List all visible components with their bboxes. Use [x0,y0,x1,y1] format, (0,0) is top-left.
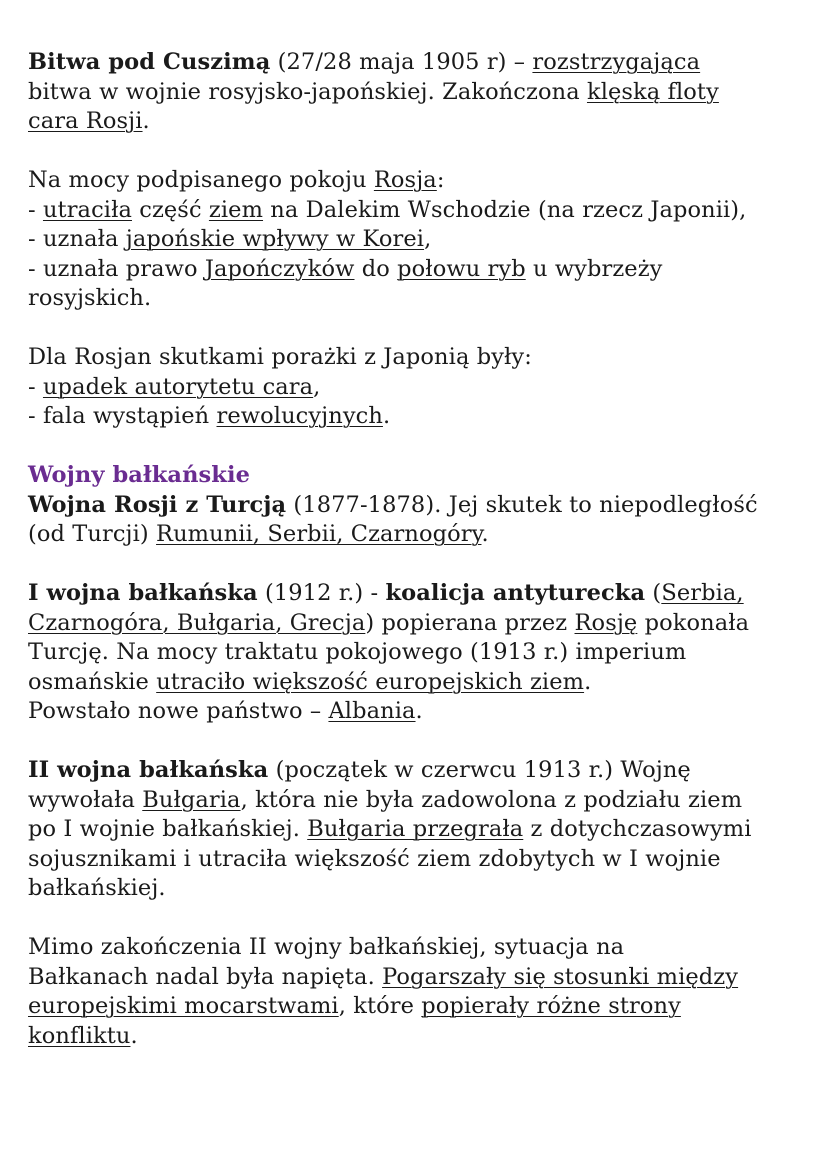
text: (początek w czerwcu 1913 r.) Wojnę [268,757,691,783]
text: z dotychczasowymi [523,816,752,842]
text: : [436,167,445,193]
text: (od Turcji) [28,521,157,547]
text: , które [338,993,422,1019]
text: ) popierana przez [365,609,575,636]
text: . [415,698,423,724]
line [28,343,818,373]
line [28,1022,818,1052]
text: , [313,373,321,400]
line [28,874,818,904]
paragraph-first-balkan-war [28,579,818,727]
paragraph-consequences [28,343,818,432]
text: część [131,196,209,223]
list-item [28,402,818,432]
text: Bałkanach nadal była napięta. [28,963,383,990]
line [28,697,818,727]
underlined-text: Japończyków [204,255,355,282]
underlined-text: cara Rosji [28,108,143,134]
text: , [424,226,432,252]
bold-term: koalicja antyturecka [385,580,646,606]
bold-term: Bitwa pod Cuszimą [28,49,271,75]
line [28,166,818,196]
text: , która nie była zadowolona z podziału ziem [240,786,743,813]
underlined-text: połowu ryb [397,255,526,282]
underlined-text: europejskimi mocarstwami [28,993,339,1019]
text: (1912 r.) - [257,580,386,606]
underlined-text: Czarnogóra, Bułgaria, Grecja [28,609,366,636]
bold-term: I wojna bałkańska [28,580,258,606]
line [28,668,818,698]
underlined-text: japońskie wpływy w Korei [125,226,425,252]
text: sojusznikami i utraciła większość ziem zdobytych w I wojnie [28,845,721,872]
paragraph-second-balkan-war [28,756,818,904]
text: - [28,196,43,223]
text: bałkańskiej. [28,875,166,901]
underlined-text: utraciła [42,196,132,223]
text: na Dalekim Wschodzie (na rzecz Japonii), [263,196,747,223]
text: Powstało nowe państwo – [28,698,329,724]
text: . [130,1022,138,1049]
underlined-text: rozstrzygająca [532,49,701,75]
line [28,48,818,78]
text: - uznała prawo [28,255,205,282]
text: Dla Rosjan skutkami porażki z Japonią były: [28,344,532,370]
underlined-text: Rumunii, Serbii, Czarnogóry [156,521,482,547]
paragraph-peace-terms [28,166,818,314]
text: u wybrzeży [525,255,663,282]
text: ( [645,580,662,606]
text: - [28,373,43,400]
list-item [28,373,818,403]
line [28,963,818,993]
list-item [28,255,818,285]
line [28,756,818,786]
text: Na mocy podpisanego pokoju [28,167,374,193]
text: do [354,255,398,282]
line [28,520,818,550]
line [28,933,818,963]
text: (1877-1878). Jej skutek to niepodległość [286,491,758,518]
text: . [142,108,150,134]
line [28,992,818,1022]
text: - uznała [28,226,126,252]
line [28,579,818,609]
document-page [28,48,818,1051]
text: pokonała [637,609,750,636]
underlined-text: Albania [328,698,416,724]
underlined-text: Rosję [574,609,638,636]
underlined-text: rewolucyjnych [216,403,383,429]
list-item [28,196,818,226]
paragraph-tensions [28,933,818,1051]
list-item [28,225,818,255]
bold-term: II wojna bałkańska [28,757,269,783]
paragraph-tsushima [28,48,818,137]
line [28,638,818,668]
line [28,491,818,521]
text: . [481,521,489,547]
underlined-text: utraciło większość europejskich ziem [156,668,585,695]
section-heading: Wojny bałkańskie [28,462,251,488]
underlined-text: upadek autorytetu cara [42,373,314,400]
text: rosyjskich. [28,285,152,311]
line [28,786,818,816]
underlined-text: Pogarszały się stosunki między [382,963,739,990]
text: - fala wystąpień [28,403,217,429]
text: . [584,668,592,695]
text: Turcję. Na mocy traktatu pokojowego (1913 r.) imperium [28,639,687,665]
line [28,78,818,108]
underlined-text: klęską floty [586,78,719,105]
line [28,609,818,639]
underlined-text: Bułgaria [142,786,241,813]
text: bitwa w wojnie rosyjsko-japońskiej. Zakończona [28,78,587,105]
underlined-text: Bułgaria przegrała [307,816,524,842]
underlined-text: Serbia, [661,580,744,606]
text: wywołała [28,786,143,813]
underlined-text: konfliktu [28,1022,131,1049]
underlined-text: Rosja [373,167,437,193]
text: po I wojnie bałkańskiej. [28,816,308,842]
paragraph-russo-turkish-war [28,461,818,550]
underlined-text: ziem [208,196,264,223]
text: . [382,403,391,429]
line [28,107,818,137]
line [28,845,818,875]
text: (27/28 maja 1905 r) – [270,49,533,75]
line [28,815,818,845]
line [28,284,818,314]
bold-term: Wojna Rosji z Turcją [28,491,287,518]
text: osmańskie [28,668,157,695]
underlined-text: popierały różne strony [421,993,681,1019]
text: Mimo zakończenia II wojny bałkańskiej, sytuacja na [28,934,625,960]
